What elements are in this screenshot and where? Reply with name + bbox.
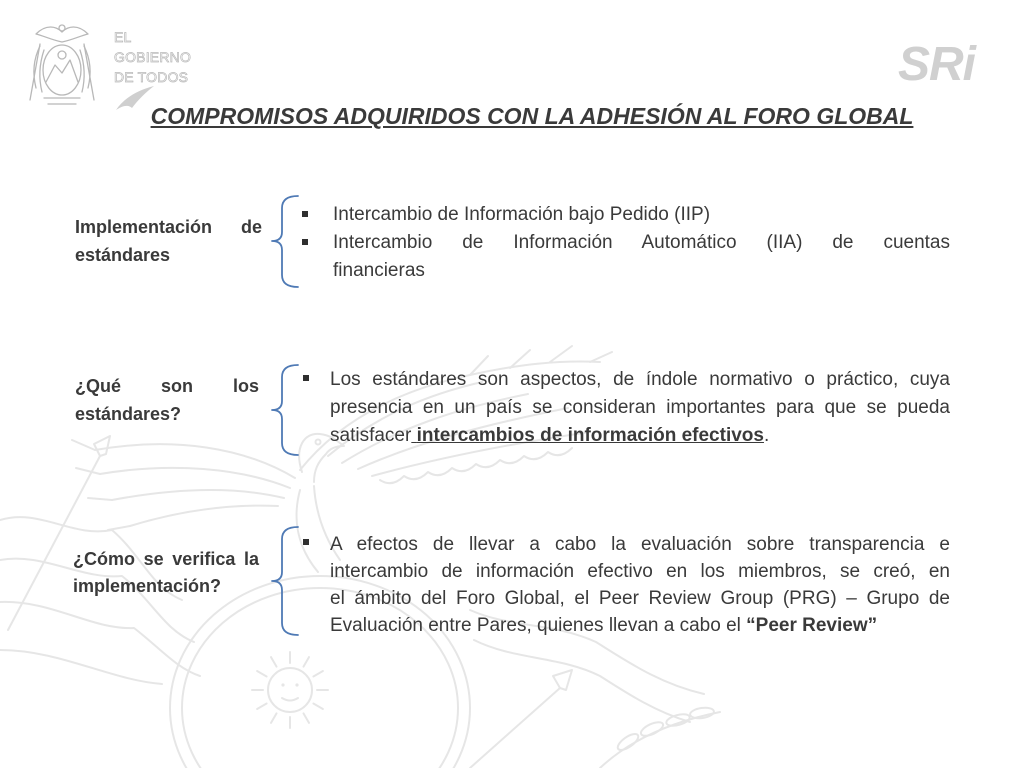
gov-logo-text xyxy=(114,27,191,87)
bullet-icon xyxy=(303,539,309,545)
bullet-icon xyxy=(302,211,308,217)
bullet-icon xyxy=(302,239,308,245)
emphasis-text: “Peer Review” xyxy=(746,615,878,636)
gov-logo-line: DE TODOS xyxy=(114,69,189,85)
section-label-standards: ¿Qué son los estándares? xyxy=(75,376,259,424)
bullet-text-line: A efectos de llevar a cabo la evaluación sobre transparencia e xyxy=(330,534,950,555)
bullet-icon xyxy=(303,375,309,381)
emphasis-text xyxy=(411,425,764,446)
section-label-implementation: Implementación de estándares xyxy=(75,217,262,265)
bullet-text-line: intercambio de información efectivo en los miembros, se creó, en xyxy=(330,561,950,582)
bullet-text-line: Intercambio de Información bajo Pedido (IIP) xyxy=(333,204,711,225)
gov-logo-line: GOBIERNO xyxy=(114,49,192,65)
gov-logo-line: EL xyxy=(114,29,132,45)
bullet-text-line: el ámbito del Foro Global, el Peer Review Group (PRG) – Grupo de xyxy=(330,588,950,609)
bullet-list-standards xyxy=(330,366,950,450)
bullet-text-line xyxy=(330,612,950,639)
bullet-item xyxy=(333,201,950,229)
bullet-text-line xyxy=(330,422,950,450)
bullet-list-verification xyxy=(330,531,950,639)
section-label-verification: ¿Cómo se verifica la implementación? xyxy=(73,549,259,596)
bullet-text-line: Los estándares son aspectos, de índole normativo o práctico, cuya xyxy=(330,369,950,390)
bracket-verification xyxy=(272,527,298,635)
bracket-standards xyxy=(272,365,298,455)
bullet-text-line: presencia en un país se consideran importantes para que se pueda xyxy=(330,397,950,418)
coat-of-arms-icon xyxy=(30,25,94,104)
text-run: satisfacer xyxy=(330,425,412,446)
text-run: Evaluación entre Pares, quienes llevan a cabo el xyxy=(330,615,741,636)
bullet-list-implementation xyxy=(333,201,950,285)
bullet-text-line: financieras xyxy=(333,260,425,281)
bracket-implementation xyxy=(272,196,298,287)
sri-logo: SRi xyxy=(898,38,976,91)
text-run: . xyxy=(763,425,770,446)
bullet-item xyxy=(330,531,950,639)
page-title: COMPROMISOS ADQUIRIDOS CON LA ADHESIÓN AL FORO GLOBAL xyxy=(150,103,914,129)
bullet-item xyxy=(330,366,950,450)
bullet-text-line: Intercambio de Información Automático (IIA) de cuentas xyxy=(333,232,950,253)
emphasis-run: intercambios de información efectivos xyxy=(416,425,764,446)
bullet-item xyxy=(333,229,950,285)
